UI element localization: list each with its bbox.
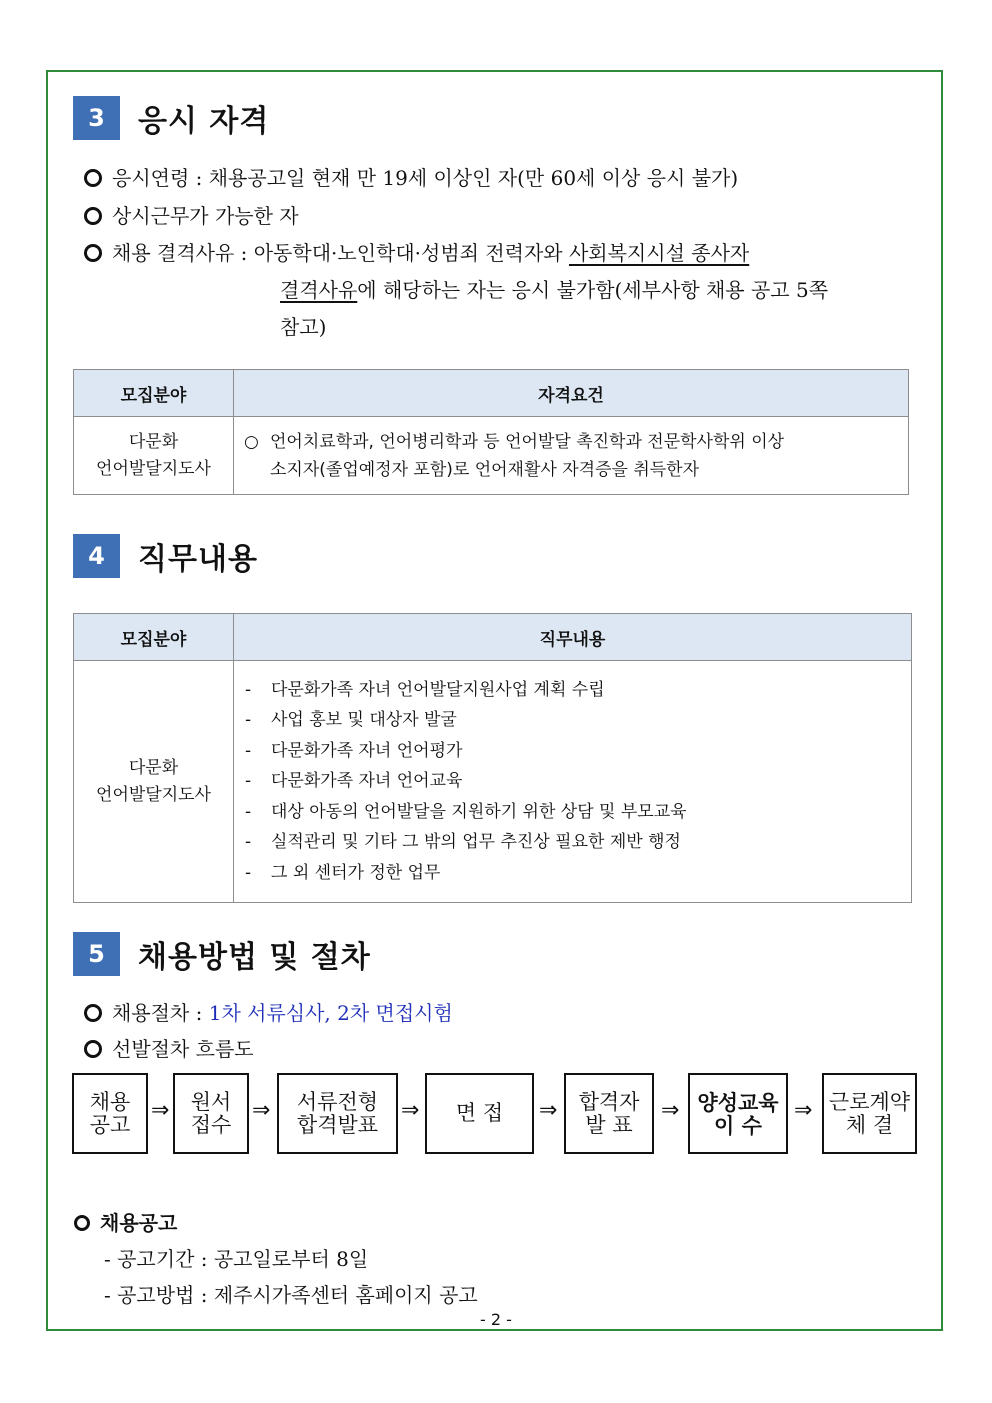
flow-step: 양성교육 이 수 xyxy=(688,1073,788,1154)
section-title: 직무내용 xyxy=(138,542,258,577)
recruit-field-cell: 다문화 언어발달지도사 xyxy=(74,417,234,495)
circle-bullet-icon xyxy=(84,207,102,225)
circle-bullet-icon xyxy=(74,1215,90,1231)
list-item: - 대상 아동의 언어발달을 지원하기 위한 상담 및 부모교육 xyxy=(245,801,687,822)
right-arrow-icon: ⇒ xyxy=(151,1098,170,1123)
selection-flow-label: 선발절차 흐름도 xyxy=(84,1033,254,1062)
flow-step: 채용 공고 xyxy=(72,1073,148,1154)
list-item: - 그 외 센터가 정한 업무 xyxy=(245,862,441,883)
column-header-duties: 직무내용 xyxy=(234,614,912,661)
flow-step: 합격자 발 표 xyxy=(564,1073,654,1154)
section-number-badge: 4 xyxy=(73,534,120,578)
page-number: - 2 - xyxy=(480,1310,512,1329)
list-item: - 다문화가족 자녀 언어평가 xyxy=(245,740,463,761)
list-item: - 사업 홍보 및 대상자 발굴 xyxy=(245,710,457,731)
section-number-badge: 3 xyxy=(73,96,120,140)
eligibility-disqualification: 채용 결격사유 : 아동학대·노인학대·성범죄 전력자와 사회복지시설 종사자 xyxy=(84,237,749,266)
duties-list xyxy=(235,665,910,899)
column-header-requirements: 자격요건 xyxy=(234,370,909,417)
notice-method: - 공고방법 : 제주시가족센터 홈페이지 공고 xyxy=(104,1283,478,1307)
qualification-table xyxy=(73,369,909,495)
flow-step: 서류전형 합격발표 xyxy=(277,1073,398,1154)
list-item: - 다문화가족 자녀 언어교육 xyxy=(245,771,463,792)
hiring-process: 채용절차 : 1차 서류심사, 2차 면접시험 xyxy=(84,997,453,1026)
notice-period: - 공고기간 : 공고일로부터 8일 xyxy=(104,1247,369,1271)
circle-bullet-icon xyxy=(84,244,102,262)
duties-table xyxy=(73,613,912,903)
circle-bullet-icon xyxy=(84,1040,102,1058)
right-arrow-icon: ⇒ xyxy=(401,1098,420,1123)
right-arrow-icon: ⇒ xyxy=(661,1098,680,1123)
eligibility-fulltime: 상시근무가 가능한 자 xyxy=(84,200,299,229)
section-title: 채용방법 및 절차 xyxy=(138,940,371,975)
notice-label: 채용공고 xyxy=(74,1207,177,1236)
requirement-cell: ○ 언어치료학과, 언어병리학과 등 언어발달 촉진학과 전문학사학위 이상 소지자(졸업예정자 포함)로 언어재활사 자격증을 취득한자 xyxy=(234,417,909,495)
column-header-field: 모집분야 xyxy=(74,614,234,661)
flow-step: 면 접 xyxy=(425,1073,534,1154)
eligibility-age: 응시연령 : 채용공고일 현재 만 19세 이상인 자(만 60세 이상 응시 불가) xyxy=(84,162,738,191)
recruit-field-cell: 다문화 언어발달지도사 xyxy=(74,661,234,903)
section-5-heading xyxy=(73,932,371,976)
flow-step: 근로계약 체 결 xyxy=(822,1073,917,1154)
circle-mark-icon: ○ xyxy=(244,431,259,452)
disqualification-line-2: 결격사유에 해당하는 자는 응시 불가함(세부사항 채용 공고 5쪽 xyxy=(280,278,829,302)
list-item: - 다문화가족 자녀 언어발달지원사업 계획 수립 xyxy=(245,679,605,700)
flow-step: 원서 접수 xyxy=(173,1073,249,1154)
list-item: - 실적관리 및 기타 그 밖의 업무 추진상 필요한 제반 행정 xyxy=(245,832,681,853)
right-arrow-icon: ⇒ xyxy=(539,1098,558,1123)
section-number-badge: 5 xyxy=(73,932,120,976)
section-3-heading xyxy=(73,96,269,140)
circle-bullet-icon xyxy=(84,169,102,187)
section-title: 응시 자격 xyxy=(138,104,270,139)
section-4-heading xyxy=(73,534,258,578)
disqualification-line-3: 참고) xyxy=(280,315,327,339)
right-arrow-icon: ⇒ xyxy=(794,1098,813,1123)
column-header-field: 모집분야 xyxy=(74,370,234,417)
circle-bullet-icon xyxy=(84,1004,102,1022)
duties-cell xyxy=(234,661,912,903)
right-arrow-icon: ⇒ xyxy=(252,1098,271,1123)
